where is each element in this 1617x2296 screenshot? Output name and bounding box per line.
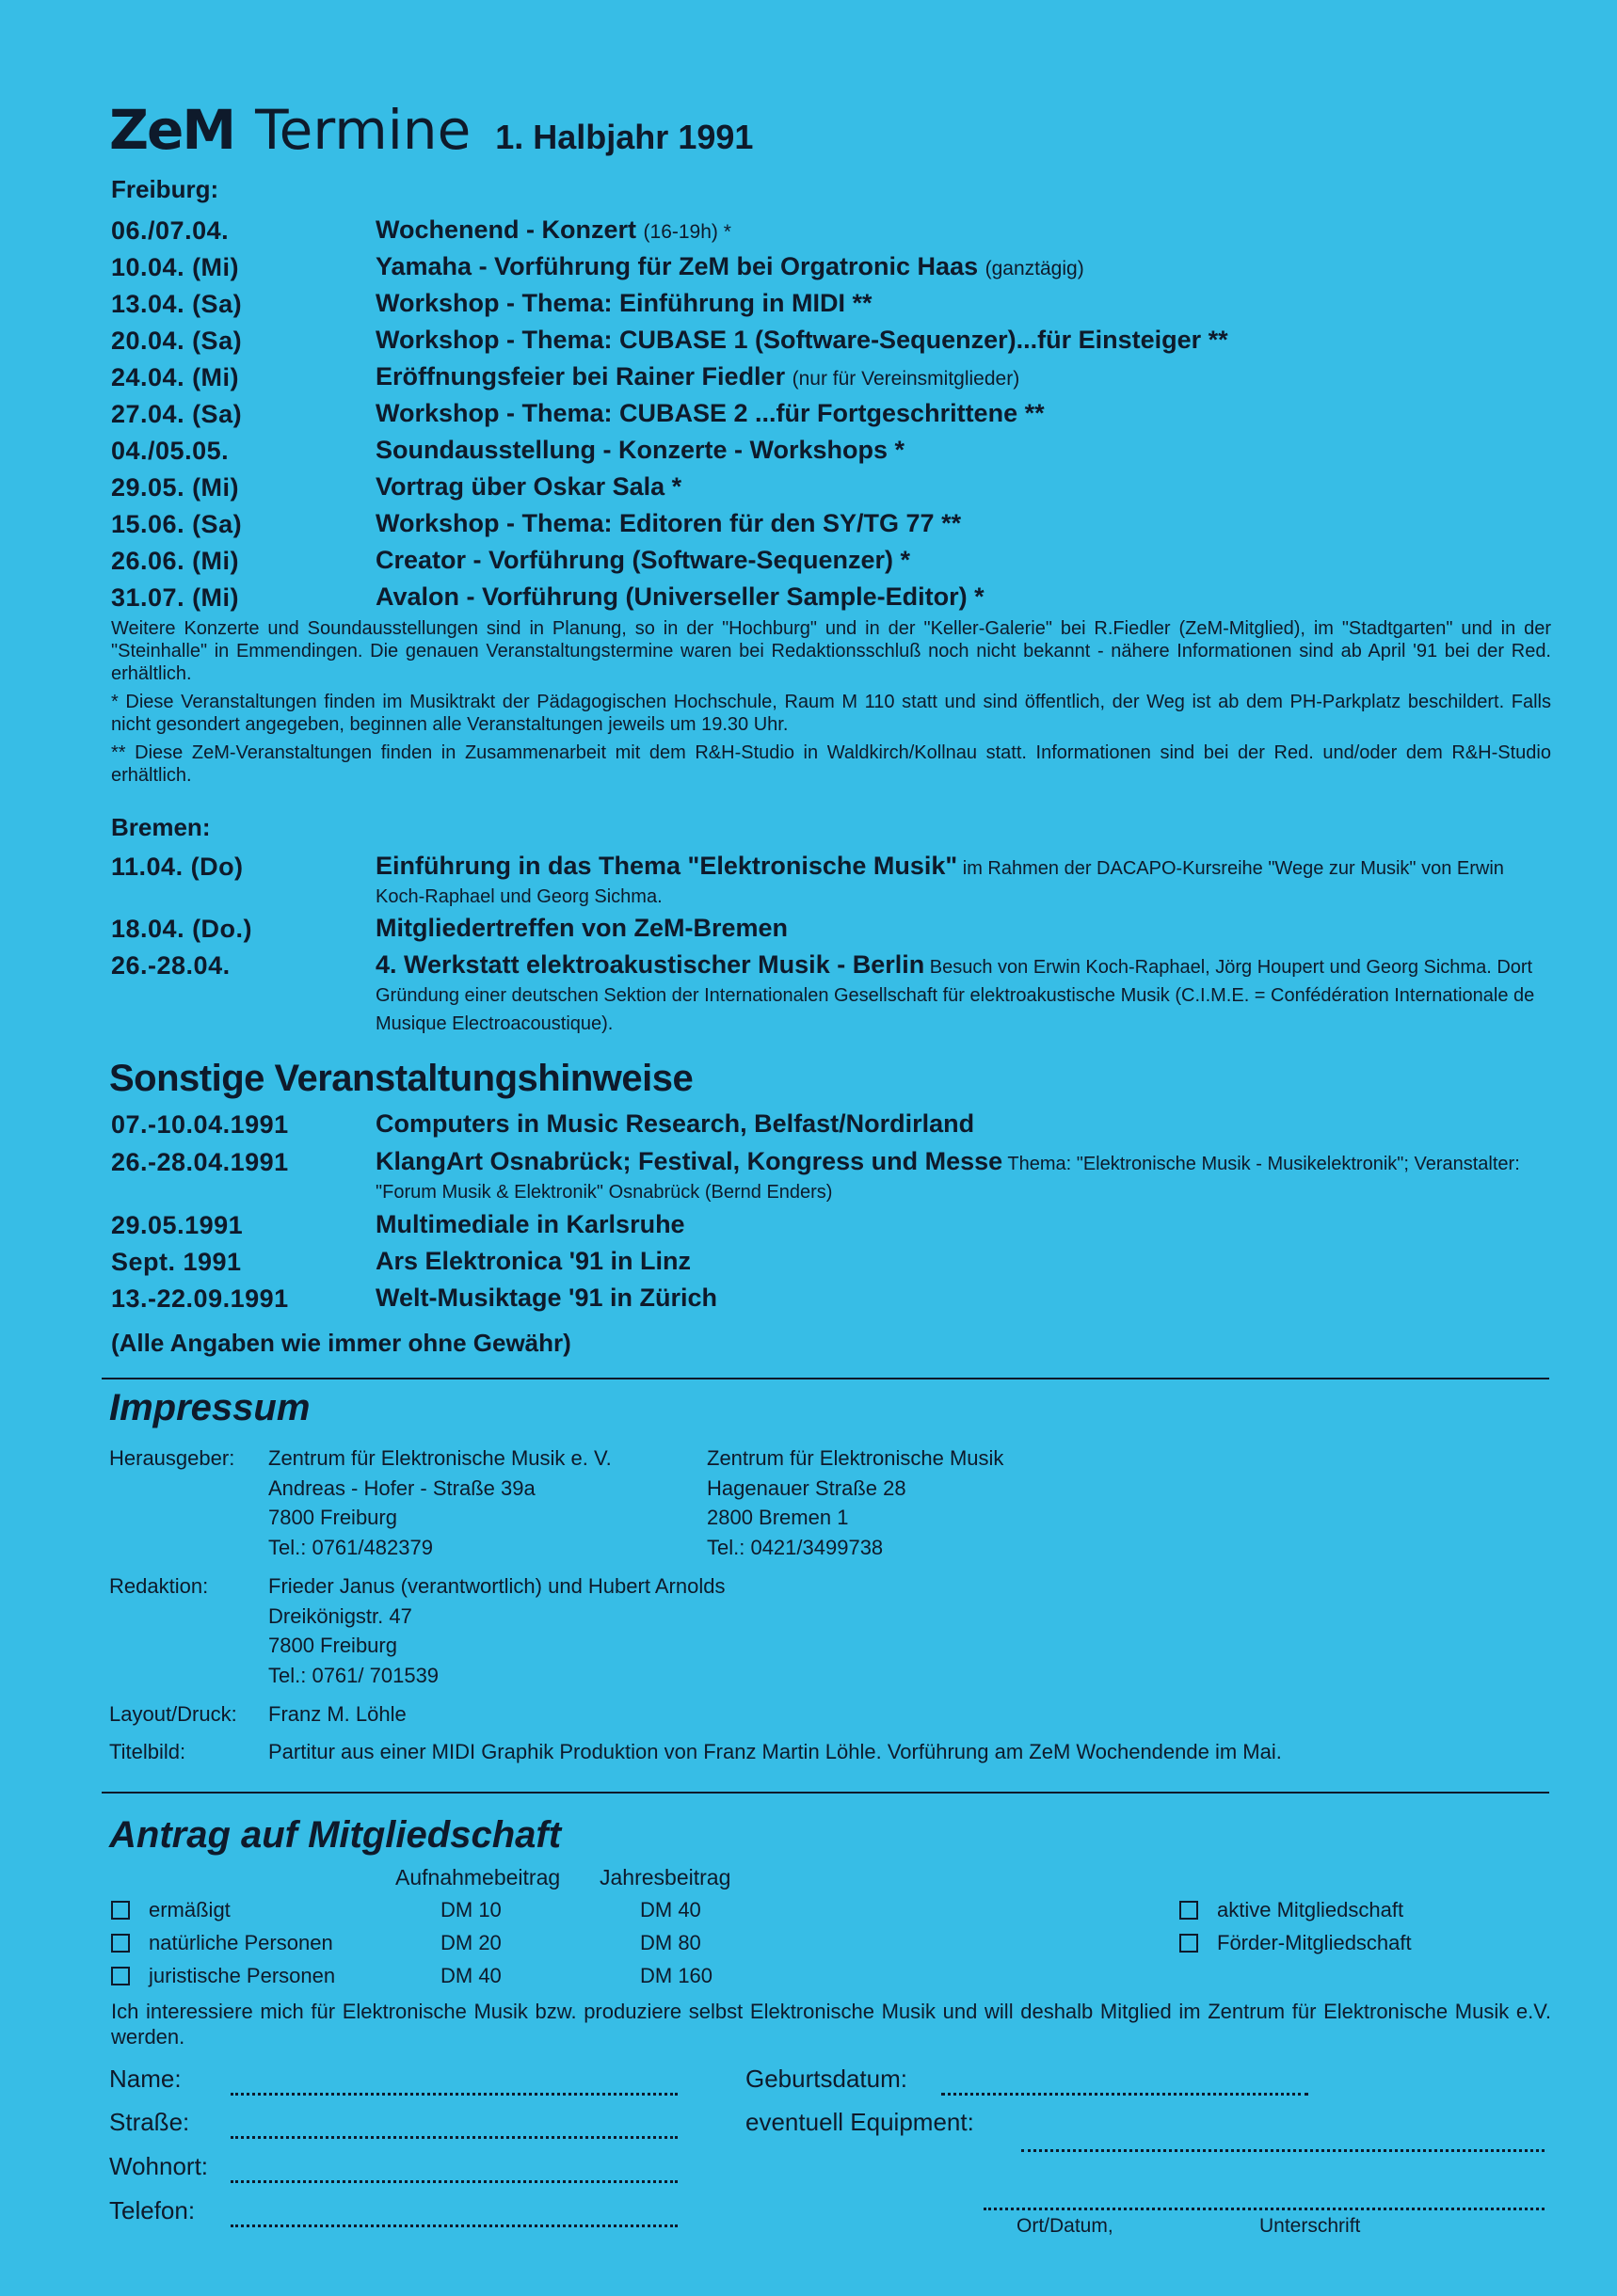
- event-title: Einführung in das Thema "Elektronische Musik": [376, 852, 958, 880]
- membership-statement: Ich interessiere mich für Elektronische Musik bzw. produziere selbst Elektronische Musik und will deshalb Mitglied im Zentrum für Elektronische Musik e.V. werden.: [111, 2000, 1551, 2049]
- event-note: Thema: "Elektronische Musik - Musikelektronik"; Veranstalter: "Forum Musik & Elektronik" Osnabrück (Bernd Enders): [376, 1154, 1520, 1203]
- event-title: Mitgliedertreffen von ZeM-Bremen: [376, 914, 789, 942]
- event-date: 10.04. (Mi): [111, 253, 240, 281]
- event-title-wrap: [376, 1148, 1551, 1204]
- event-title: Avalon - Vorführung (Universeller Sample-Editor) *: [376, 582, 985, 611]
- event-note: (ganztägig): [985, 258, 1084, 279]
- titelbild-label: Titelbild:: [109, 1740, 186, 1763]
- event-date: 07.-10.04.1991: [111, 1110, 289, 1139]
- checkbox-label: natürliche Personen: [149, 1931, 333, 1954]
- address-line: Zentrum für Elektronische Musik: [707, 1446, 1004, 1470]
- event-date: 18.04. (Do.): [111, 915, 253, 943]
- address-bremen: [707, 1443, 1003, 1562]
- event-title: Computers in Music Research, Belfast/Nordirland: [376, 1109, 975, 1138]
- checkbox-ermaessigt[interactable]: [111, 1901, 130, 1920]
- col-jahres: Jahresbeitrag: [600, 1865, 731, 1889]
- footnote-single: * Diese Veranstaltungen finden im Musiktrakt der Pädagogischen Hochschule, Raum M 110 statt und sind öffentlich, der Weg ist ab dem PH-Parkplatz beschildert. Falls nicht gesondert angegeben, beginnen alle Veranstaltungen jeweils um 19.30 Uhr.: [111, 692, 1551, 735]
- event-date: Sept. 1991: [111, 1248, 242, 1276]
- event-title-wrap: [376, 583, 1551, 611]
- event-title-wrap: [376, 951, 1551, 1036]
- bremen-heading: Bremen:: [111, 813, 211, 841]
- event-title-wrap: [376, 915, 1551, 942]
- signature-field[interactable]: [984, 2208, 1545, 2210]
- brand-logo: ZeM: [109, 98, 235, 162]
- event-date: 26.-28.04.1991: [111, 1148, 289, 1176]
- event-note: (16-19h) *: [643, 221, 731, 243]
- event-title: Welt-Musiktage '91 in Zürich: [376, 1284, 717, 1312]
- event-title: Workshop - Thema: Einführung in MIDI **: [376, 289, 873, 317]
- fee-jahres: DM 160: [640, 1964, 713, 1987]
- event-date: 24.04. (Mi): [111, 363, 240, 391]
- checkbox-juristische[interactable]: [111, 1967, 130, 1985]
- event-title-wrap: [376, 1110, 1551, 1138]
- telefon-field[interactable]: [231, 2224, 678, 2227]
- event-date: 13.-22.09.1991: [111, 1284, 289, 1313]
- event-note: Besuch von Erwin Koch-Raphael, Jörg Houpert und Georg Sichma. Dort Gründung einer deutschen Sektion der Internationalen Gesellschaft für elektroakustische Musik (C.I.M.E. = Confédération Internationale de Musique Electroacoustique).: [376, 957, 1535, 1034]
- subtitle: 1. Halbjahr 1991: [495, 118, 754, 156]
- fee-aufnahme: DM 40: [440, 1964, 502, 1987]
- event-date: 20.04. (Sa): [111, 327, 243, 355]
- event-date: 26.06. (Mi): [111, 547, 240, 575]
- event-date: 13.04. (Sa): [111, 290, 243, 318]
- telefon-label: Telefon:: [109, 2196, 196, 2224]
- wohnort-label: Wohnort:: [109, 2152, 209, 2180]
- strasse-field[interactable]: [231, 2136, 678, 2139]
- herausgeber-label: Herausgeber:: [109, 1446, 235, 1470]
- redaktion-address: [268, 1571, 725, 1690]
- fee-jahres: DM 40: [640, 1898, 701, 1921]
- strasse-label: Straße:: [109, 2108, 190, 2136]
- disclaimer: (Alle Angaben wie immer ohne Gewähr): [111, 1329, 571, 1357]
- address-line: 2800 Bremen 1: [707, 1506, 849, 1529]
- checkbox-natuerliche[interactable]: [111, 1934, 130, 1953]
- fee-jahres: DM 80: [640, 1931, 701, 1954]
- event-title: Soundausstellung - Konzerte - Workshops *: [376, 436, 905, 464]
- address-line: 7800 Freiburg: [268, 1506, 397, 1529]
- checkbox-aktive[interactable]: [1179, 1901, 1198, 1920]
- footnote-double: ** Diese ZeM-Veranstaltungen finden in Zusammenarbeit mit dem R&H-Studio in Waldkirch/Kollnau statt. Informationen sind bei der Red. und/oder dem R&H-Studio erhältlich.: [111, 742, 1551, 786]
- event-note: (nur für Vereinsmitglieder): [792, 368, 1020, 390]
- impressum-heading: Impressum: [109, 1387, 311, 1428]
- event-title: Creator - Vorführung (Software-Sequenzer) *: [376, 546, 911, 574]
- event-title: Yamaha - Vorführung für ZeM bei Orgatronic Haas: [376, 252, 979, 280]
- event-title: Workshop - Thema: Editoren für den SY/TG 77 **: [376, 509, 962, 537]
- event-title: Multimediale in Karlsruhe: [376, 1210, 685, 1238]
- event-date: 06./07.04.: [111, 216, 230, 245]
- event-title-wrap: [376, 437, 1551, 464]
- event-date: 29.05.1991: [111, 1211, 244, 1239]
- page-title: [109, 98, 753, 162]
- event-title-wrap: [376, 400, 1551, 427]
- address-line: 7800 Freiburg: [268, 1634, 397, 1657]
- event-date: 27.04. (Sa): [111, 400, 243, 428]
- col-aufnahme: Aufnahmebeitrag: [395, 1865, 561, 1889]
- title: Termine: [255, 98, 472, 162]
- layout-label: Layout/Druck:: [109, 1702, 237, 1726]
- geburtsdatum-field[interactable]: [941, 2093, 1308, 2096]
- address-line: Tel.: 0421/3499738: [707, 1535, 884, 1559]
- event-title-wrap: [376, 253, 1551, 282]
- address-line: Tel.: 0761/482379: [268, 1535, 433, 1559]
- freiburg-heading: Freiburg:: [111, 175, 219, 203]
- event-title-wrap: [376, 363, 1551, 392]
- event-title-wrap: [376, 1284, 1551, 1312]
- address-line: Hagenauer Straße 28: [707, 1475, 906, 1500]
- checkbox-label: juristische Personen: [149, 1964, 336, 1987]
- address-line: Andreas - Hofer - Straße 39a: [268, 1475, 536, 1500]
- address-freiburg: [268, 1443, 612, 1562]
- event-title: Workshop - Thema: CUBASE 2 ...für Fortgeschrittene **: [376, 399, 1045, 427]
- event-date: 31.07. (Mi): [111, 583, 240, 612]
- event-title-wrap: [376, 1248, 1551, 1275]
- redaktion-label: Redaktion:: [109, 1574, 209, 1598]
- sonstige-heading: Sonstige Veranstaltungshinweise: [109, 1058, 694, 1099]
- event-date: 15.06. (Sa): [111, 510, 243, 538]
- checkbox-label: Förder-Mitgliedschaft: [1217, 1931, 1412, 1954]
- event-date: 04./05.05.: [111, 437, 230, 465]
- event-note: im Rahmen der DACAPO-Kursreihe "Wege zur Musik" von Erwin Koch-Raphael und Georg Sichma.: [376, 858, 1504, 907]
- event-title-wrap: [376, 510, 1551, 537]
- event-title-wrap: [376, 216, 1551, 246]
- equipment-field[interactable]: [1021, 2149, 1545, 2152]
- event-title-wrap: [376, 547, 1551, 574]
- event-title: Eröffnungsfeier bei Rainer Fiedler: [376, 362, 786, 391]
- event-title-wrap: [376, 1211, 1551, 1238]
- titelbild-value: Partitur aus einer MIDI Graphik Produktion von Franz Martin Löhle. Vorführung am ZeM Wochendende im Mai.: [268, 1740, 1282, 1763]
- layout-value: Franz M. Löhle: [268, 1702, 407, 1726]
- event-title: Vortrag über Oskar Sala *: [376, 472, 682, 501]
- unterschrift-label: Unterschrift: [1259, 2215, 1361, 2237]
- address-line: Zentrum für Elektronische Musik e. V.: [268, 1446, 612, 1470]
- event-title-wrap: [376, 853, 1551, 909]
- event-date: 11.04. (Do): [111, 853, 244, 881]
- fee-aufnahme: DM 10: [440, 1898, 502, 1921]
- equipment-label: eventuell Equipment:: [745, 2108, 974, 2136]
- ort-datum-label: Ort/Datum,: [1017, 2215, 1113, 2237]
- name-field[interactable]: [231, 2093, 678, 2096]
- event-title-wrap: [376, 327, 1551, 354]
- antrag-heading: Antrag auf Mitgliedschaft: [109, 1814, 562, 1856]
- event-title-wrap: [376, 290, 1551, 317]
- event-title: Workshop - Thema: CUBASE 1 (Software-Sequenzer)...für Einsteiger **: [376, 326, 1228, 354]
- checkbox-label: aktive Mitgliedschaft: [1217, 1898, 1404, 1921]
- event-title: Ars Elektronica '91 in Linz: [376, 1247, 692, 1275]
- divider: [102, 1792, 1549, 1794]
- geburtsdatum-label: Geburtsdatum:: [745, 2065, 907, 2093]
- event-title: Wochenend - Konzert: [376, 215, 637, 244]
- event-title: 4. Werkstatt elektroakustischer Musik - Berlin: [376, 950, 925, 979]
- name-label: Name:: [109, 2065, 182, 2093]
- address-line: Dreikönigstr. 47: [268, 1603, 412, 1628]
- checkbox-label: ermäßigt: [149, 1898, 231, 1921]
- fee-aufnahme: DM 20: [440, 1931, 502, 1954]
- event-date: 29.05. (Mi): [111, 473, 240, 502]
- address-line: Tel.: 0761/ 701539: [268, 1663, 440, 1687]
- freiburg-note: Weitere Konzerte und Soundausstellungen sind in Planung, so in der "Hochburg" und in der "Keller-Galerie" bei R.Fiedler (ZeM-Mitglied), im "Stadtgarten" und in der "Steinhalle" in Emmendingen. Die genauen Veranstaltungstermine waren bei Redaktionsschluß noch nicht bekannt - nähere Informationen sind ab April '91 bei der Red. erhältlich.: [111, 618, 1551, 684]
- event-title: KlangArt Osnabrück; Festival, Kongress und Messe: [376, 1147, 1003, 1175]
- checkbox-foerder[interactable]: [1179, 1934, 1198, 1953]
- wohnort-field[interactable]: [231, 2180, 678, 2183]
- address-line: Frieder Janus (verantwortlich) und Hubert Arnolds: [268, 1574, 726, 1598]
- event-title-wrap: [376, 473, 1551, 501]
- event-date: 26.-28.04.: [111, 951, 231, 980]
- divider: [102, 1378, 1549, 1379]
